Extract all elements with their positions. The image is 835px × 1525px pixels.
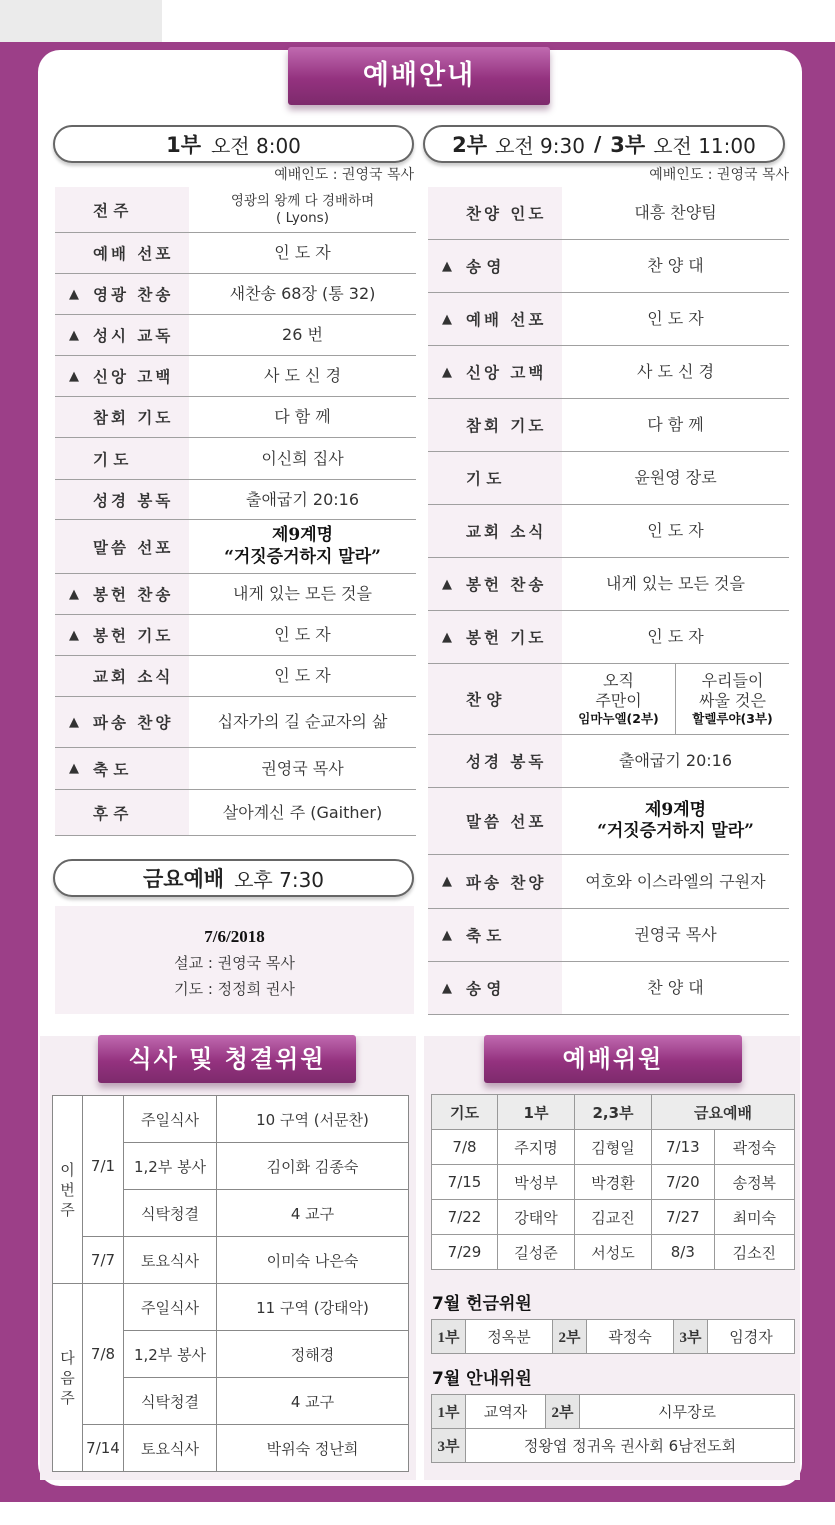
table-cell: 7/13 (652, 1130, 715, 1165)
order-row (428, 505, 789, 558)
standing-marker: ▲ (69, 761, 79, 776)
table-cell: 서성도 (575, 1235, 652, 1270)
friday-time: 오후 7:30 (234, 867, 325, 892)
who-cell: 이미숙 나은숙 (217, 1237, 409, 1284)
order-value (189, 315, 416, 355)
order-value-text: 내게 있는 모든 것을 (233, 584, 372, 603)
order-label (55, 748, 189, 789)
sermon-subtitle: “거짓증거하지 말라” (597, 821, 754, 841)
date-cell: 7/8 (83, 1284, 124, 1425)
usher-title: 7월 안내위원 (432, 1369, 532, 1389)
table-cell: 7/15 (432, 1165, 498, 1200)
order-row (55, 520, 416, 574)
order-label (428, 909, 562, 961)
order-label-text: 신앙 고백 (93, 368, 174, 386)
part-label: 2부 (546, 1395, 580, 1429)
name-cell: 임경자 (708, 1320, 795, 1354)
anthem-line: 우리들이 (701, 671, 764, 691)
standing-marker: ▲ (442, 980, 452, 996)
top-left-strip (0, 0, 162, 45)
order-row (428, 735, 789, 788)
order-value (189, 615, 416, 655)
order-label-text: 찬양 인도 (466, 205, 547, 223)
order-value-text: 살아계신 주 (Gaither) (222, 802, 383, 822)
worship-table (431, 1094, 795, 1270)
order-label (55, 790, 189, 835)
order-row (55, 697, 416, 748)
table-cell: 7/20 (652, 1165, 715, 1200)
table-cell: 주지명 (498, 1130, 575, 1165)
role-cell: 토요식사 (124, 1237, 217, 1284)
order-label-text: 봉헌 기도 (466, 629, 547, 647)
order-value (562, 505, 789, 557)
order-value-text: 이신희 집사 (261, 448, 344, 468)
service3-part: 3부 (610, 133, 646, 157)
standing-marker: ▲ (442, 576, 452, 592)
friday-info (55, 906, 414, 1014)
order-value (562, 788, 789, 854)
role-cell: 토요식사 (124, 1425, 217, 1472)
standing-marker: ▲ (69, 327, 79, 343)
slash: / (593, 132, 602, 156)
service1-header (53, 125, 414, 163)
order-label (55, 438, 189, 479)
order-value-text: 인 도 자 (274, 625, 331, 644)
part-label: 2부 (553, 1320, 587, 1354)
table-cell: 곽정숙 (714, 1130, 794, 1165)
table-cell: 7/22 (432, 1200, 498, 1235)
service1-time: 오전 8:00 (210, 133, 301, 158)
role-cell: 식탁청결 (124, 1378, 217, 1425)
anthem-line: 싸울 것은 (699, 691, 766, 711)
order-row (428, 240, 789, 293)
table-cell: 강태악 (498, 1200, 575, 1235)
order-label-text: 교회 소식 (466, 523, 547, 541)
order-label-text: 성시 교독 (93, 327, 174, 345)
order-row (55, 274, 416, 315)
table-cell: 7/8 (432, 1130, 498, 1165)
table-cell: 김소진 (714, 1235, 794, 1270)
table-cell: 최미숙 (714, 1200, 794, 1235)
order-value (562, 962, 789, 1014)
order-value (189, 574, 416, 614)
table-cell: 박성부 (498, 1165, 575, 1200)
table-cell: 송정복 (714, 1165, 794, 1200)
order-value (562, 293, 789, 345)
order-value-text: 다 함 께 (647, 415, 704, 434)
order-row (55, 315, 416, 356)
header-cell: 2,3부 (575, 1095, 652, 1130)
order-label (428, 346, 562, 398)
standing-marker: ▲ (442, 629, 452, 645)
order-label-text: 말씀 선포 (93, 538, 174, 557)
sermon-title: 제9계명 (271, 525, 334, 546)
order-label (55, 697, 189, 747)
standing-marker: ▲ (69, 286, 79, 302)
table-cell: 8/3 (652, 1235, 715, 1270)
who-cell: 4 교구 (217, 1378, 409, 1425)
order-label-text: 찬 양 (466, 691, 502, 709)
who-cell: 10 구역 (서문찬) (217, 1096, 409, 1143)
order-label-text: 송 영 (466, 980, 502, 998)
table-cell: 김형일 (575, 1130, 652, 1165)
role-cell: 주일식사 (124, 1284, 217, 1331)
order-value (189, 748, 416, 789)
order-value-text: 찬 양 대 (647, 978, 704, 997)
order-row (428, 962, 789, 1015)
order-label-text: 예배 선포 (466, 311, 547, 329)
standing-marker: ▲ (442, 927, 452, 943)
order-label (55, 187, 189, 232)
order-label-text: 축 도 (466, 927, 502, 945)
standing-marker: ▲ (69, 586, 79, 602)
order-label (428, 452, 562, 504)
order-value (189, 790, 416, 835)
order-row (428, 187, 789, 240)
friday-date: 7/6/2018 (204, 927, 265, 946)
order-value (189, 233, 416, 273)
table-cell: 박경환 (575, 1165, 652, 1200)
order-label-text: 성경 봉독 (93, 491, 174, 510)
title-ribbon: 예배안내 (288, 47, 550, 105)
service1-part: 1부 (166, 133, 201, 157)
standing-marker: ▲ (69, 368, 79, 384)
name-cell: 정옥분 (466, 1320, 553, 1354)
header-cell: 기도 (432, 1095, 498, 1130)
order-label-text: 기 도 (466, 470, 502, 488)
role-cell: 1,2부 봉사 (124, 1331, 217, 1378)
order-row (55, 438, 416, 480)
order-row (428, 558, 789, 611)
who-cell: 정해경 (217, 1331, 409, 1378)
table-cell: 7/27 (652, 1200, 715, 1235)
part-label: 3부 (674, 1320, 708, 1354)
order-value-text: 인 도 자 (647, 627, 704, 646)
standing-marker: ▲ (442, 258, 452, 274)
order-label (428, 399, 562, 451)
sermon-title: 제9계명 (644, 799, 707, 820)
order-label-text: 참회 기도 (93, 409, 174, 427)
role-cell: 주일식사 (124, 1096, 217, 1143)
order-value-text: 인 도 자 (647, 309, 704, 328)
order-value (189, 438, 416, 479)
table-cell: 길성준 (498, 1235, 575, 1270)
prelude-title: 영광의 왕께 다 경배하며 (230, 192, 375, 209)
table-row (432, 1235, 795, 1270)
part-label: 1부 (432, 1395, 466, 1429)
order-value (562, 735, 789, 787)
order-label (428, 735, 562, 787)
meal-table (52, 1095, 409, 1472)
offering-title: 7월 헌금위원 (432, 1294, 532, 1314)
who-cell: 11 구역 (강태악) (217, 1284, 409, 1331)
standing-marker: ▲ (442, 874, 452, 889)
next-week-label: 다 음 주 (53, 1284, 83, 1472)
order-label-text: 후 주 (93, 804, 129, 823)
friday-name: 금요예배 (142, 867, 225, 891)
order-value-text: 사 도 신 경 (263, 366, 342, 385)
order-label-text: 파송 찬양 (466, 873, 547, 892)
date-cell: 7/1 (83, 1096, 124, 1237)
order-value-text: 인 도 자 (647, 521, 704, 540)
order-row (428, 611, 789, 664)
friday-prayer: 기도 : 정정희 권사 (174, 980, 295, 998)
service2-time: 오전 9:30 (495, 133, 585, 158)
standing-marker: ▲ (442, 311, 452, 327)
order-label (428, 505, 562, 557)
order-row (428, 346, 789, 399)
table-cell: 김교진 (575, 1200, 652, 1235)
order-row (55, 656, 416, 697)
order-label-text: 축 도 (93, 760, 129, 779)
order-label-text: 영광 찬송 (93, 286, 174, 304)
order-row (55, 356, 416, 397)
this-week-label: 이 번 주 (53, 1096, 83, 1284)
order-value (189, 520, 416, 573)
name-cell: 정왕엽 정귀옥 권사회 6남전도회 (466, 1429, 795, 1463)
order-value-text: 사 도 신 경 (636, 362, 715, 381)
order-label (55, 233, 189, 273)
part-label: 1부 (432, 1320, 466, 1354)
order-label (428, 611, 562, 663)
order-row (55, 187, 416, 233)
order-value (562, 399, 789, 451)
order-label (55, 656, 189, 696)
service3-time: 오전 11:00 (653, 133, 756, 158)
order-value (189, 697, 416, 747)
order-value (562, 558, 789, 610)
order-row (55, 397, 416, 438)
order-label-text: 전 주 (93, 201, 129, 220)
friday-preacher: 설교 : 권영국 목사 (174, 954, 295, 972)
order-label-text: 기 도 (93, 450, 129, 469)
order-label-text: 예배 선포 (93, 245, 174, 263)
order-row (55, 748, 416, 790)
service23-leader: 예배인도 : 권영국 목사 (649, 167, 789, 183)
worship-ribbon: 예배위원 (484, 1035, 742, 1083)
order-label-text: 파송 찬양 (93, 714, 174, 732)
service23-header (423, 125, 785, 163)
standing-marker: ▲ (442, 364, 452, 380)
anthem-line: 오직 (603, 671, 634, 691)
anthem-line: 주만이 (595, 691, 642, 711)
order-value-text: 대흥 찬양팀 (634, 203, 717, 222)
order-label (428, 962, 562, 1014)
order-value (189, 480, 416, 519)
order-row (55, 233, 416, 274)
offering-table (431, 1319, 795, 1354)
order-label (428, 855, 562, 908)
order-value (189, 274, 416, 314)
order-value (562, 664, 789, 734)
table-row (432, 1200, 795, 1235)
order-value (562, 346, 789, 398)
order-label-text: 봉헌 찬송 (93, 586, 174, 604)
order-value-text: 찬 양 대 (647, 256, 704, 275)
order-label (428, 187, 562, 239)
order-value-text: 권영국 목사 (634, 925, 717, 944)
order-label (428, 240, 562, 292)
anthem-2nd-service (562, 664, 676, 734)
order-value (562, 240, 789, 292)
order-row (428, 452, 789, 505)
order-value (562, 611, 789, 663)
order-row (55, 615, 416, 656)
order-label (55, 397, 189, 437)
order-value-text: 인 도 자 (274, 666, 331, 685)
sermon-subtitle: “거짓증거하지 말라” (224, 546, 381, 567)
order-label (55, 615, 189, 655)
order-label (55, 274, 189, 314)
order-label (428, 293, 562, 345)
order-label (55, 480, 189, 519)
order-value-text: 윤원영 장로 (634, 468, 717, 487)
name-cell: 교역자 (466, 1395, 546, 1429)
table-cell: 7/29 (432, 1235, 498, 1270)
date-cell: 7/7 (83, 1237, 124, 1284)
who-cell: 김이화 김종숙 (217, 1143, 409, 1190)
name-cell: 시무장로 (580, 1395, 795, 1429)
order-row (428, 855, 789, 909)
order-row (55, 574, 416, 615)
order-value (189, 356, 416, 396)
anthem-3rd-service (676, 664, 789, 734)
header-cell: 금요예배 (652, 1095, 795, 1130)
who-cell: 4 교구 (217, 1190, 409, 1237)
table-row (432, 1165, 795, 1200)
order-row (428, 399, 789, 452)
order-label (55, 315, 189, 355)
order-value-text: 26 번 (282, 325, 323, 344)
order-label (55, 356, 189, 396)
order-label-text: 봉헌 찬송 (466, 576, 547, 594)
standing-marker: ▲ (69, 714, 79, 730)
order-row (428, 909, 789, 962)
order-label-text: 말씀 선포 (466, 813, 547, 831)
role-cell: 1,2부 봉사 (124, 1143, 217, 1190)
order-value-text: 십자가의 길 순교자의 삶 (217, 712, 388, 731)
order-value-text: 내게 있는 모든 것을 (606, 574, 745, 593)
order-row (428, 293, 789, 346)
order-label (428, 664, 562, 734)
header-cell: 1부 (498, 1095, 575, 1130)
order-label-text: 교회 소식 (93, 668, 174, 686)
who-cell: 박위숙 정난희 (217, 1425, 409, 1472)
order-value (189, 187, 416, 232)
order-value (562, 855, 789, 908)
order-label-text: 신앙 고백 (466, 364, 547, 382)
order-value-text: 새찬송 68장 (통 32) (229, 284, 376, 303)
role-cell: 식탁청결 (124, 1190, 217, 1237)
order-value-text: 다 함 께 (274, 407, 331, 426)
date-cell: 7/14 (83, 1425, 124, 1472)
part-label: 3부 (432, 1429, 466, 1463)
anthem-line: 임마누엘(2부) (578, 711, 659, 727)
friday-header (53, 859, 414, 897)
service1-leader: 예배인도 : 권영국 목사 (274, 167, 414, 183)
order-value (562, 187, 789, 239)
order-value-text: 출애굽기 20:16 (618, 751, 733, 770)
order-label-text: 송 영 (466, 258, 502, 276)
service2-part: 2부 (452, 133, 488, 157)
order-value (189, 397, 416, 437)
order-label (55, 520, 189, 573)
order-row (428, 788, 789, 855)
table-row (432, 1130, 795, 1165)
order-label-text: 참회 기도 (466, 417, 547, 435)
order-value (189, 656, 416, 696)
order-value-text: 권영국 목사 (261, 758, 344, 778)
order-value-text: 출애굽기 20:16 (245, 489, 360, 509)
meal-ribbon: 식사 및 청결위원 (98, 1035, 356, 1083)
order-label (428, 788, 562, 854)
order-label-text: 봉헌 기도 (93, 627, 174, 645)
order-value-text: 여호와 이스라엘의 구원자 (585, 871, 766, 891)
name-cell: 곽정숙 (587, 1320, 674, 1354)
order-row (55, 480, 416, 520)
prelude-composer: ( Lyons) (276, 209, 329, 226)
anthem-line: 할렐루야(3부) (692, 711, 773, 727)
usher-table (431, 1394, 795, 1463)
standing-marker: ▲ (69, 627, 79, 643)
order-label (55, 574, 189, 614)
order-row (55, 790, 416, 836)
order-value-text: 인 도 자 (274, 243, 331, 262)
order-label (428, 558, 562, 610)
order-row (428, 664, 789, 735)
order-value (562, 909, 789, 961)
order-value (562, 452, 789, 504)
order-label-text: 성경 봉독 (466, 753, 547, 771)
